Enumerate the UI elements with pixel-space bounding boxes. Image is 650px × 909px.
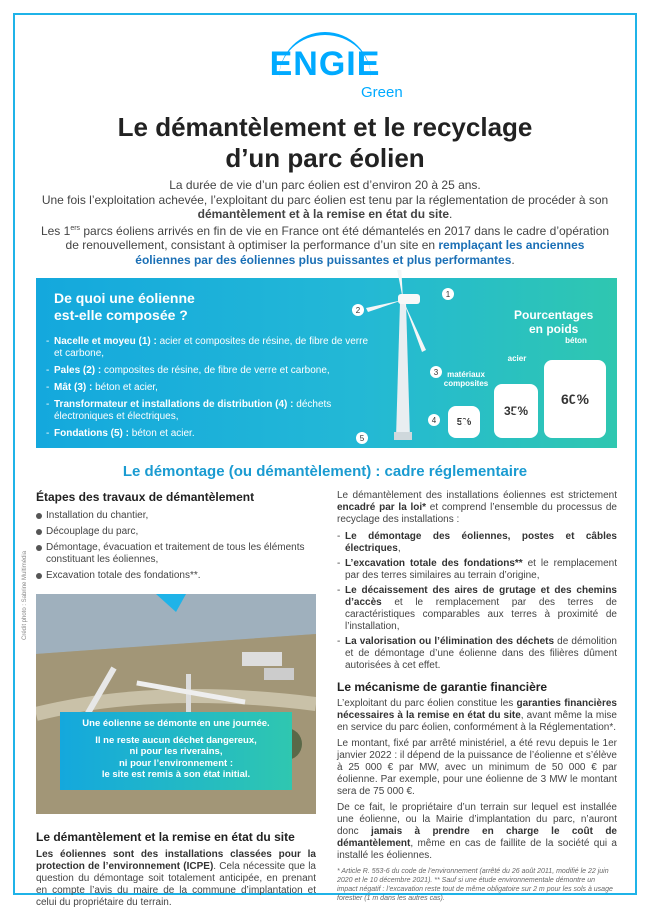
step-item: Excavation totale des fondations**. — [36, 570, 316, 582]
regulation-item-bold: Le démontage des éoliennes, postes et câbles électriques — [345, 531, 617, 554]
intro-p3-bold: remplaçant les anciennes éoliennes par des éoliennes plus puissantes et plus performantes — [135, 238, 585, 267]
callout-line: Une éolienne se démonte en une journée. — [82, 718, 270, 729]
section-title: Le démontage (ou démantèlement) : cadre réglementaire — [122, 463, 528, 480]
intro-p2-text: Une fois l’exploitation achevée, l’exploitant du parc éolien est tenu par la réglementation de procéder à son — [41, 192, 609, 207]
weight-label-beton: béton — [565, 336, 587, 345]
marker-4: 4 — [431, 416, 437, 425]
weight-label-composites — [431, 370, 501, 388]
marker-3: 3 — [433, 368, 439, 377]
callout-line: Il ne reste aucun déchet dangereux, — [95, 734, 257, 746]
marker-1: 1 — [445, 290, 451, 299]
component-item — [46, 336, 376, 360]
photo-callout — [60, 712, 292, 790]
intro-p3 — [38, 222, 612, 268]
regulation-item — [337, 636, 617, 672]
percent-heading-2: en poids — [529, 322, 579, 336]
regulation-item-bold: L’excavation totale des fondations** — [345, 558, 523, 569]
weight-composites — [448, 406, 480, 438]
component-text: béton et acier, — [92, 382, 158, 393]
regulation-item-text: et le remplacement par des terres de caractéristiques comparables aux terres à proximité de l’installation, — [345, 597, 617, 632]
guarantee-p3 — [337, 802, 617, 862]
guarantee-p1 — [337, 698, 617, 734]
dismantle-bold: Les éoliennes sont des installations classées pour la protection de l’environnement (ICPE) — [36, 849, 316, 872]
regulation-item-text: de démolition et de démontage d’une éolienne dans des filières dûment autorisées à cet effet. — [345, 636, 617, 671]
regulation-text: Le démantèlement des installations éoliennes est strictement — [337, 490, 617, 501]
guarantee-bold: jamais à prendre en charge le coût de démantèlement — [337, 826, 617, 849]
component-item — [46, 399, 376, 423]
marker-5: 5 — [359, 434, 365, 443]
guarantee-text-end: , avant même la mise en service du parc éolien, conformément à la Réglementation*. — [337, 710, 617, 733]
component-text: déchets électroniques et électriques, — [54, 399, 332, 422]
guarantee-text: De ce fait, le propriétaire d’un terrain sur lequel est installée une éolienne, ou la Mairie d’implantation du parc, n’auront donc — [337, 802, 617, 837]
component-text: béton et acier. — [129, 428, 195, 439]
weight-label-line: matériaux — [447, 370, 485, 379]
component-text: composites de résine, de fibre de verre et carbone, — [101, 365, 330, 376]
regulation-item — [337, 531, 617, 555]
weight-acier — [494, 384, 538, 438]
component-label: Nacelle et moyeu (1) : — [54, 336, 157, 347]
panel-heading — [54, 290, 195, 324]
component-item — [46, 428, 376, 440]
weight-value: 5% — [456, 416, 472, 428]
intro-p2-bold: démantèlement et à la remise en état du site — [197, 207, 450, 221]
logo-brand: ENGIE — [269, 45, 381, 83]
regulation-list — [337, 531, 617, 672]
component-label: Pales (2) : — [54, 365, 102, 376]
percent-heading-1: Pourcentages — [514, 308, 594, 322]
steps-block — [36, 490, 316, 586]
engie-logo — [0, 34, 650, 101]
regulation-item-bold: La valorisation ou l’élimination des déchets — [345, 636, 555, 647]
dismantle-heading: Le démantèlement et la remise en état du site — [36, 830, 295, 844]
callout-line: ni pour les riverains, — [129, 746, 223, 757]
regulation-item — [337, 585, 617, 633]
intro-p3-text2: parcs éoliens arrivés en fin de vie en France ont été démantelés en 2017 dans le cadre d’opération de renouvellement, consistant à optimiser la performance d’un site en — [65, 223, 610, 252]
dismantle-body: . Cela nécessite que la question du démontage soit totalement anticipée, en prenant en compte l’avis du maire de la commune d’implantation et celui du propriétaire du terrain. — [36, 861, 316, 908]
percent-heading — [514, 308, 593, 336]
regulation-bold: encadré par la loi* — [337, 502, 427, 513]
intro — [38, 178, 612, 267]
page-title — [0, 112, 650, 174]
photo-credit: Crédit photo : Sabrine Multimédia — [22, 550, 28, 640]
regulation-item-bold: Le décaissement des aires de grutage et des chemins d’accès — [345, 585, 617, 608]
step-item: Installation du chantier, — [36, 510, 316, 522]
logo-arc-icon — [279, 32, 371, 78]
logo-sub: Green — [361, 84, 403, 101]
footnote: * Article R. 553-6 du code de l’environnement (arrêté du 26 août 2011, modifié le 22 juin 2020 et le 10 décembre 2021). ** Sauf si une étude environnementale démontre un impact négatif : l’excavation reste tout de même obligatoire sur 2 m pour les sols à usage forestier (1 m dans les autres cas). — [337, 868, 613, 902]
regulation-item — [337, 558, 617, 582]
right-column — [337, 490, 617, 903]
weight-beton — [544, 360, 606, 438]
weight-label-line: composites — [443, 379, 489, 388]
intro-p3-end: . — [511, 252, 515, 267]
component-text: acier et composites de résine, de fibre de verre et carbone, — [54, 336, 369, 359]
regulation-item-text: et le remplacement par des terres similaires au terrain d’origine, — [345, 558, 617, 581]
panel-heading-1: De quoi une éolienne — [54, 290, 195, 306]
component-item — [46, 365, 376, 377]
guarantee-text-end: , même en cas de faillite de la société qui a installé les éoliennes. — [337, 838, 617, 861]
component-label: Fondations (5) : — [54, 428, 129, 439]
regulation-text-end: et comprend l’ensemble du processus de recyclage des installations : — [337, 502, 617, 525]
guarantee-heading: Le mécanisme de garantie financière — [337, 680, 548, 694]
component-label: Transformateur et installations de distribution (4) : — [54, 399, 294, 410]
intro-p2 — [38, 193, 612, 222]
callout-line: ni pour l’environnement : — [118, 757, 233, 769]
title-line-1: Le démantèlement et le recyclage — [117, 112, 533, 142]
dismantle-text — [36, 849, 316, 909]
wind-turbine-icon — [348, 270, 458, 450]
callout-line: le site est remis à son état initial. — [101, 769, 251, 780]
component-item — [46, 382, 376, 394]
weight-value: 35% — [503, 404, 529, 418]
intro-p3-sup: ers — [70, 224, 81, 232]
intro-p2-end: . — [449, 207, 453, 221]
regulation-item-text: , — [397, 543, 401, 554]
weight-value: 60% — [560, 391, 590, 407]
guarantee-text: L’exploitant du parc éolien constitue les — [337, 698, 517, 709]
step-item: Découplage du parc, — [36, 526, 316, 538]
panel-heading-2: est-elle composée ? — [54, 307, 188, 323]
component-label: Mât (3) : — [54, 382, 93, 393]
steps-heading: Étapes des travaux de démantèlement — [36, 490, 255, 504]
marker-2: 2 — [355, 306, 361, 315]
guarantee-p2: Le montant, fixé par arrêté ministériel, a été revu depuis le 1er janvier 2022 : il dépend de la puissance de l’éolienne et s’élève à 25 000 € par MW, avec un minimum de 50 000 € par éolienne. Par exemple, pour une éolienne de 3 MW le montant sera de 75 000 €. — [337, 738, 617, 797]
intro-p1: La durée de vie d’un parc éolien est d’environ 20 à 25 ans. — [169, 178, 481, 192]
component-list — [46, 336, 376, 445]
step-item: Démontage, évacuation et traitement de tous les éléments constituant les éoliennes, — [36, 542, 316, 566]
intro-p3-text: Les 1 — [40, 223, 71, 238]
composition-panel — [36, 278, 617, 448]
steps-list — [36, 510, 316, 582]
guarantee-bold: garanties financières nécessaires à la remise en état du site — [337, 698, 617, 721]
title-line-2: d’un parc éolien — [225, 143, 425, 173]
weight-label-acier: acier — [507, 354, 527, 363]
regulation-intro — [337, 490, 617, 526]
dismantle-block — [36, 830, 316, 909]
